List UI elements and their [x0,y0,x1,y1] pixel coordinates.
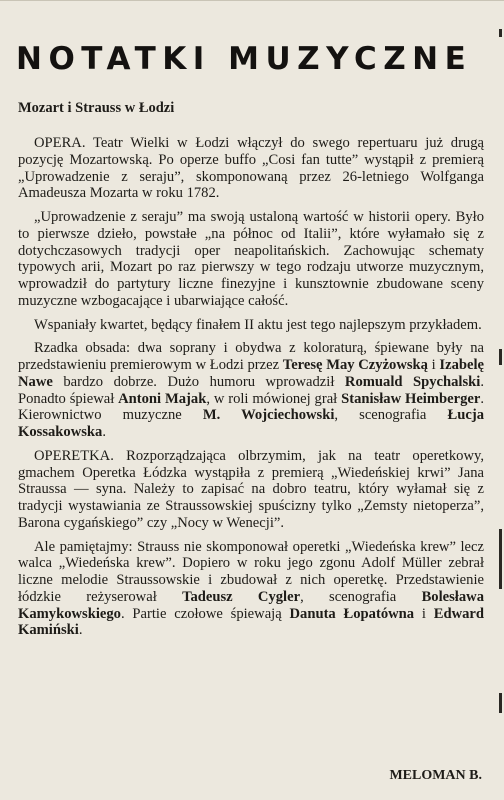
paragraph-text: . Ponadto śpiewał [18,373,484,407]
performer-name: Romuald Spychalski [344,373,481,390]
paragraph-quartet [18,317,484,334]
paragraph-history [18,209,484,310]
performer-name: Izabelę Nawe [18,357,484,390]
column-rule [499,693,502,713]
paragraph-text: . Kierownictwo muzyczne [18,390,484,424]
performer-name: Antoni Majak [118,390,207,407]
paragraph-text: Teatr Wielki w Łodzi włączył do swego repertuaru już drugą pozycję Mozartowską. Po operze buffo „Cosi fan tutte” wystąpił z premierą „Uprowadzenie z seraju”, skomponowaną przez 26-letniego Wolfganga Amadeusza Mozarta w roku 1782. [18,135,484,202]
performer-name: Danuta Łopatówna [289,605,415,622]
column-rule [499,349,502,365]
column-rule [499,29,502,37]
paragraph-opera [18,135,484,202]
paragraph-text: , w roli mówionej grał [206,390,342,407]
performer-name: Edward Kamiński [18,605,484,639]
paragraph-text: „Uprowadzenie z seraju” ma swoją ustaloną wartość w historii opery. Było to pierwsze dzieło, powstałe „na północ od Italii”, które wyłamało się z dotychczasowych tradycji oper neapolitańskich. Zachowując schematy typowych arii, Mozart po raz pierwszy w tego rodzaju utworze muzycznym, wprowadził do partytury liczne finezyjne i kunsztownie zbudowane sceny muzyczne wzbogacające i ubarwiające całość. [18,209,484,309]
designer-name: Bolesława Kamykowskiego [18,588,484,622]
performer-name: Stanisław Heimberger [341,390,481,407]
paragraph-text: i [427,357,440,373]
column-rule [499,529,502,589]
paragraph-text: i [414,605,434,622]
performer-name: Teresę May Czyżowską [282,357,428,373]
author-signature: MELOMAN B. [389,768,482,783]
paragraph-text: Ale pamiętajmy: Strauss nie skomponował operetki „Wiedeńska krew” lecz walca „Wiedeńska krew”. Dopiero w roku jego zgonu Adolf Müller zebrał liczne melodie Straussowskie i zbudował z nich operetkę. Przedstawienie łódzkie reżyserował [18,538,484,605]
designer-name: Łucja Kossakowska [18,407,485,440]
paragraph-text: Rzadka obsada: dwa soprany i obydwa z koloraturą, śpiewane były na przedstawieniu premierowym w Łodzi przez [18,340,484,373]
paragraph-strauss [18,539,484,640]
director-name: Tadeusz Cygler [182,588,301,605]
paragraph-text: . [78,622,83,639]
section-lead: OPERETKA. [34,447,114,464]
article-body [18,135,484,646]
column-masthead: NOTATKI MUZYCZNE [16,41,473,77]
paragraph-text: . [102,424,107,440]
paragraph-operetta [18,448,484,532]
section-lead: OPERA. [34,135,86,151]
article-headline: Mozart i Strauss w Łodzi [18,100,175,116]
paragraph-cast [18,340,484,441]
paragraph-text: , scenografia [300,588,422,605]
paragraph-text: . Partie czołowe śpiewają [120,605,290,622]
paragraph-text: , scenografia [334,407,448,424]
conductor-name: M. Wojciechowski [202,407,335,424]
paragraph-text: Rozporządzająca olbrzymim, jak na teatr operetkowy, gmachem Operetka Łódzka wystąpiła z premierą „Wiedeńskiej krwi” Jana Straussa — syna. Należy to zapisać na dobro teatru, który wyłamał się z tradycji wystawiania ze Straussowskiej spuścizny tylko „Zemsty nietoperza”, Barona cygańskiego” czy „Nocy w Wenecji”. [18,447,484,531]
paragraph-text: Wspaniały kwartet, będący finałem II aktu jest tego najlepszym przykładem. [34,316,482,333]
paragraph-text: bardzo dobrze. Dużo humoru wprowadził [52,373,345,390]
